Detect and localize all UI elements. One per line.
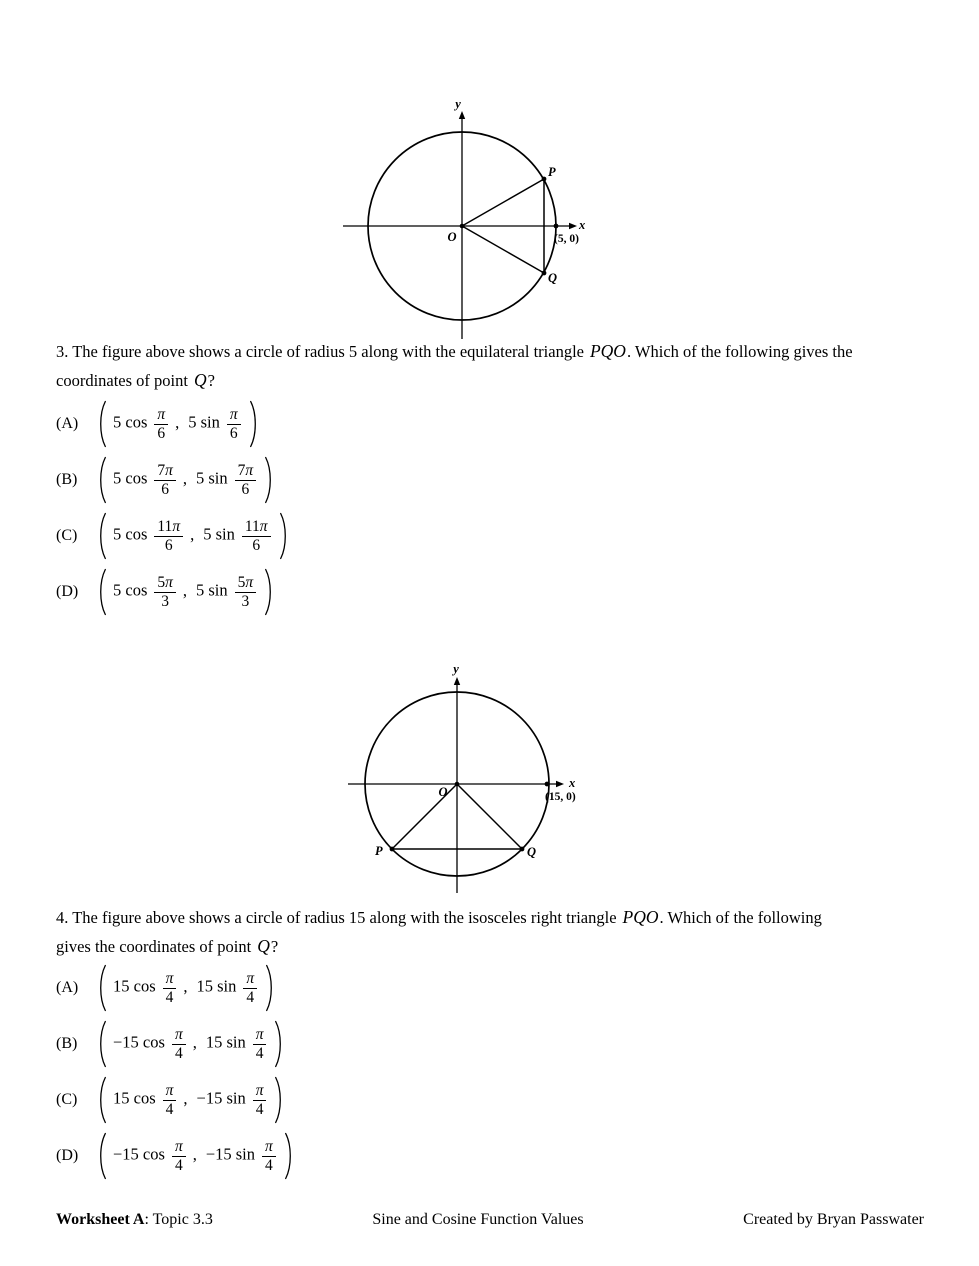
coordinate-expression <box>94 512 292 560</box>
question-4-text: ? <box>270 937 279 956</box>
point-p-label: P <box>548 165 556 179</box>
point-q-label: Q <box>548 271 558 285</box>
pi-symbol: π <box>259 517 268 535</box>
fraction-numerator <box>163 1083 177 1101</box>
big-right-paren-icon <box>274 1020 285 1068</box>
choice-label: (B) <box>56 471 78 488</box>
x-intercept-dot <box>545 782 550 787</box>
fraction <box>242 519 271 554</box>
fraction-numerator <box>243 971 257 989</box>
question-3-text: coordinates of point <box>56 371 188 390</box>
comma-separator: , <box>192 1032 197 1052</box>
coordinate-expression <box>94 964 278 1012</box>
fraction-numerator <box>242 519 271 537</box>
fraction-denominator: 6 <box>229 424 238 442</box>
triangle-name: PQO <box>622 907 659 927</box>
question-3-choices <box>56 396 292 620</box>
fraction-denominator: 6 <box>157 424 166 442</box>
y-axis-label: y <box>453 662 459 676</box>
question-3 <box>56 337 936 395</box>
pi-symbol: π <box>157 405 166 423</box>
comma-separator: , <box>190 524 195 544</box>
coordinate-expression <box>94 568 277 616</box>
fraction <box>154 575 176 610</box>
fraction-numerator <box>262 1139 276 1157</box>
footer-left <box>56 1211 213 1229</box>
numerator-digits: 7 <box>237 461 246 479</box>
point-q-label: Q <box>527 845 537 859</box>
x-axis-label: x <box>569 776 576 790</box>
fraction <box>253 1027 267 1062</box>
point-p-label: P <box>375 844 383 858</box>
fraction <box>154 519 183 554</box>
fraction-numerator <box>172 1139 186 1157</box>
fraction-denominator: 3 <box>241 592 250 610</box>
sin-coefficient: 5 sin <box>188 412 220 432</box>
origin-label: O <box>447 230 457 244</box>
question-3-text: . Which of the following gives the <box>626 342 853 361</box>
pi-symbol: π <box>165 1081 174 1099</box>
fraction-denominator: 6 <box>252 536 261 554</box>
cos-coefficient: 15 cos <box>113 1088 156 1108</box>
big-left-paren-icon <box>96 1132 107 1180</box>
fraction-numerator <box>154 519 183 537</box>
fraction-denominator: 4 <box>174 1156 183 1174</box>
cos-coefficient: 5 cos <box>113 468 148 488</box>
sin-coefficient: 5 sin <box>196 580 228 600</box>
pi-symbol: π <box>172 517 181 535</box>
choice-row-d <box>56 1128 297 1184</box>
cos-coefficient: −15 cos <box>113 1032 165 1052</box>
comma-separator: , <box>175 412 180 432</box>
x-axis-arrow-icon <box>556 781 564 787</box>
point-name: Q <box>193 370 207 390</box>
fraction <box>163 971 177 1006</box>
comma-separator: , <box>182 580 188 600</box>
comma-separator: , <box>183 976 188 996</box>
coordinate-expression <box>94 1076 287 1124</box>
cos-coefficient: 15 cos <box>113 976 156 996</box>
sin-coefficient: 5 sin <box>196 468 228 488</box>
origin-label: O <box>438 785 448 799</box>
footer-right: Created by Bryan Passwater <box>743 1211 924 1228</box>
comma-separator: , <box>183 1088 188 1108</box>
big-left-paren-icon <box>96 456 107 504</box>
fraction-numerator <box>154 575 176 593</box>
x-intercept-label: (5, 0) <box>554 233 579 245</box>
point-p-dot <box>542 177 547 182</box>
fraction <box>154 407 168 442</box>
question-4-text: gives the coordinates of point <box>56 937 252 956</box>
choice-row-b <box>56 452 292 508</box>
fraction-numerator <box>227 407 241 425</box>
fraction <box>235 575 257 610</box>
numerator-digits: 5 <box>237 573 246 591</box>
choice-row-c <box>56 1072 297 1128</box>
big-left-paren-icon <box>96 512 107 560</box>
choice-row-a <box>56 396 292 452</box>
fraction <box>172 1027 186 1062</box>
y-axis-arrow-icon <box>454 677 460 685</box>
question-4-text: 4. The figure above shows a circle of radius 15 along with the isosceles right triangle <box>56 908 617 927</box>
big-left-paren-icon <box>96 400 107 448</box>
big-left-paren-icon <box>96 1076 107 1124</box>
fraction-denominator: 4 <box>255 1100 264 1118</box>
fraction-numerator <box>235 575 257 593</box>
fraction-numerator <box>235 463 257 481</box>
coordinate-expression <box>94 456 277 504</box>
coordinate-expression <box>94 400 262 448</box>
page-footer <box>56 1211 924 1229</box>
fraction-numerator <box>172 1027 186 1045</box>
choice-row-d <box>56 564 292 620</box>
question-3-text: ? <box>207 371 215 390</box>
footer-center: Sine and Cosine Function Values <box>372 1211 584 1228</box>
pi-symbol: π <box>246 969 255 987</box>
big-left-paren-icon <box>96 1020 107 1068</box>
pi-symbol: π <box>174 1025 183 1043</box>
fraction-numerator <box>253 1083 267 1101</box>
sin-coefficient: 15 sin <box>205 1032 246 1052</box>
fraction-denominator: 4 <box>246 988 255 1006</box>
choice-row-c <box>56 508 292 564</box>
worksheet-name: Worksheet A <box>56 1211 145 1228</box>
fraction-denominator: 6 <box>164 536 173 554</box>
big-right-paren-icon <box>264 456 275 504</box>
fraction-denominator: 6 <box>241 480 250 498</box>
pi-symbol: π <box>229 405 238 423</box>
question-4 <box>56 903 936 961</box>
fraction <box>262 1139 276 1174</box>
big-right-paren-icon <box>279 512 290 560</box>
question-3-line-1 <box>56 337 936 366</box>
question-4-text: . Which of the following <box>659 908 822 927</box>
choice-label: (B) <box>56 1035 78 1052</box>
fraction-numerator <box>154 407 168 425</box>
point-name: Q <box>257 936 270 956</box>
fraction-denominator: 4 <box>255 1044 264 1062</box>
pi-symbol: π <box>174 1137 183 1155</box>
figure-circle-radius-5 <box>343 95 589 341</box>
pi-symbol: π <box>245 573 254 591</box>
fraction-numerator <box>163 971 177 989</box>
question-4-line-1 <box>56 903 936 932</box>
coordinate-expression <box>94 1020 287 1068</box>
question-3-line-2 <box>56 366 936 395</box>
big-right-paren-icon <box>284 1132 295 1180</box>
cos-coefficient: 5 cos <box>113 524 148 544</box>
x-intercept-label: (15, 0) <box>545 791 576 803</box>
fraction <box>243 971 257 1006</box>
numerator-digits: 7 <box>157 461 166 479</box>
sin-coefficient: −15 sin <box>196 1088 246 1108</box>
fraction-denominator: 4 <box>174 1044 183 1062</box>
point-p-dot <box>390 847 395 852</box>
choice-label: (A) <box>56 415 79 432</box>
fraction <box>253 1083 267 1118</box>
cos-coefficient: −15 cos <box>113 1144 165 1164</box>
sin-coefficient: 15 sin <box>196 976 237 996</box>
fraction-denominator: 3 <box>161 592 169 610</box>
numerator-digits: 11 <box>157 517 173 535</box>
worksheet-topic: : Topic 3.3 <box>144 1211 213 1228</box>
fraction-denominator: 6 <box>161 480 169 498</box>
fraction <box>163 1083 177 1118</box>
choice-label: (A) <box>56 979 79 996</box>
sin-coefficient: −15 sin <box>205 1144 256 1164</box>
fraction <box>235 463 257 498</box>
big-left-paren-icon <box>96 568 107 616</box>
y-axis-label: y <box>455 97 461 111</box>
pi-symbol: π <box>255 1081 264 1099</box>
point-q-dot <box>520 847 525 852</box>
comma-separator: , <box>182 468 188 488</box>
numerator-digits: 11 <box>244 517 260 535</box>
comma-separator: , <box>192 1144 197 1164</box>
big-right-paren-icon <box>274 1076 285 1124</box>
big-right-paren-icon <box>264 568 275 616</box>
cos-coefficient: 5 cos <box>113 412 148 432</box>
y-axis-arrow-icon <box>459 111 465 119</box>
fraction <box>172 1139 186 1174</box>
question-4-choices <box>56 960 297 1184</box>
cos-coefficient: 5 cos <box>113 580 148 600</box>
pi-symbol: π <box>165 461 173 479</box>
big-right-paren-icon <box>249 400 260 448</box>
choice-row-b <box>56 1016 297 1072</box>
fraction <box>227 407 241 442</box>
fraction <box>154 463 176 498</box>
fraction-numerator <box>154 463 176 481</box>
fraction-numerator <box>253 1027 267 1045</box>
x-axis-arrow-icon <box>569 223 577 229</box>
pi-symbol: π <box>165 969 174 987</box>
fraction-denominator: 4 <box>165 988 174 1006</box>
choice-label: (D) <box>56 1147 79 1164</box>
big-right-paren-icon <box>265 964 276 1012</box>
numerator-digits: 5 <box>157 573 166 591</box>
big-left-paren-icon <box>96 964 107 1012</box>
pi-symbol: π <box>255 1025 264 1043</box>
fraction-denominator: 4 <box>165 1100 174 1118</box>
choice-label: (D) <box>56 583 79 600</box>
choice-label: (C) <box>56 1091 78 1108</box>
origin-dot <box>455 782 460 787</box>
triangle-name: PQO <box>589 341 626 361</box>
x-intercept-dot <box>554 224 559 229</box>
question-3-text: 3. The figure above shows a circle of radius 5 along with the equilateral triangle <box>56 342 584 361</box>
pi-symbol: π <box>265 1137 273 1155</box>
x-axis-label: x <box>579 218 586 232</box>
figure-circle-radius-15 <box>345 660 585 900</box>
question-4-line-2 <box>56 932 936 961</box>
coordinate-expression <box>94 1132 297 1180</box>
choice-row-a <box>56 960 297 1016</box>
point-q-dot <box>542 271 547 276</box>
sin-coefficient: 5 sin <box>203 524 235 544</box>
choice-label: (C) <box>56 527 78 544</box>
pi-symbol: π <box>165 573 173 591</box>
pi-symbol: π <box>245 461 254 479</box>
fraction-denominator: 4 <box>265 1156 273 1174</box>
origin-dot <box>460 224 465 229</box>
